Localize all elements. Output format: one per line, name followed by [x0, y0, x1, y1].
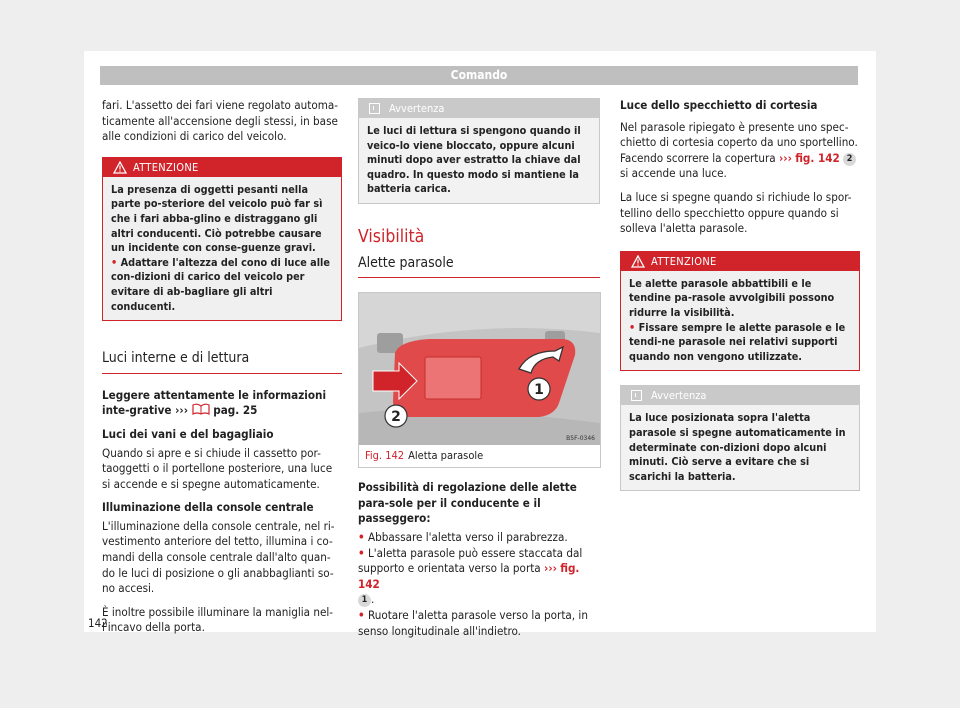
heading-regolazione: Possibilità di regolazione delle alette para-sole per il conducente e il passeggero:	[358, 480, 577, 526]
note-text: La luce posizionata sopra l'aletta parasole si spegne automaticamente in determinate con-dizioni dopo alcuni minuti. Ciò serve a evitare che si scarichi la batteria.	[621, 405, 859, 490]
attention-body	[103, 177, 341, 320]
attention-box	[102, 157, 342, 321]
attention-box-2	[620, 251, 860, 372]
chapter-header: Comando	[100, 66, 858, 85]
figure-142	[358, 292, 601, 468]
heading-vani: Luci dei vani e del bagagliaio	[102, 426, 274, 441]
note-box	[358, 98, 600, 204]
paragraph-specchio-2: La luce si spegne quando si richiude lo spor-tellino dello specchietto oppure quando si solleva l'aletta parasole.	[620, 189, 852, 236]
bullet-2	[358, 546, 600, 608]
attention-bullet	[111, 256, 333, 314]
read-arrow: ›››	[175, 403, 189, 418]
figure-ref-link[interactable]: fig. 142	[358, 561, 580, 591]
note-label: Avvertenza	[389, 102, 445, 115]
bullet-2-text: L'aletta parasole può essere staccata dal supporto e orientata verso la porta	[358, 545, 583, 576]
bullet-icon: •	[358, 529, 365, 544]
section-title-visibilita: Visibilità	[358, 226, 425, 247]
warning-triangle-icon	[631, 255, 645, 268]
heading-specchio: Luce dello specchietto di cortesia	[620, 98, 818, 112]
attention-body	[621, 271, 859, 371]
bullet-3	[358, 608, 600, 639]
callout-badge-1: 1	[358, 594, 371, 607]
paragraph-vani: Quando si apre e si chiude il cassetto por-taoggetti o il portellone posteriore, una luce si accende e si spegne automaticamente.	[102, 445, 333, 491]
attention-bullet	[629, 321, 851, 365]
sun-visor-drawing	[359, 293, 600, 445]
bullet-icon: •	[629, 320, 636, 334]
read-note-text: Leggere attentamente le informazioni inte-grative	[102, 387, 327, 418]
attention-text: La presenza di oggetti pesanti nella parte po-steriore del veicolo può far sì che i fari abba-glino e distraggano gli altri conducenti. Ciò potrebbe causare un incidente con conse-guenze gravi.	[111, 182, 323, 255]
specchio-text: Nel parasole ripiegato è presente uno spec-chietto di cortesia coperto da uno sportellino. Facendo scorrere la copertura	[620, 119, 858, 165]
book-icon	[192, 403, 210, 415]
intro-paragraph: fari. L'assetto dei fari viene regolato automa-ticamente all'accensione degli stessi, in base alle condizioni di carico del veicolo.	[102, 98, 339, 144]
bullet-icon: •	[111, 255, 118, 269]
callout-1: 1	[534, 382, 544, 399]
note-box-2	[620, 385, 860, 491]
page-number: 142	[88, 616, 108, 630]
column-1	[102, 98, 342, 644]
note-label: Avvertenza	[651, 389, 707, 403]
attention-label: ATTENZIONE	[133, 160, 199, 174]
specchio-text-end: si accende una luce.	[620, 166, 727, 181]
section-title-luci: Luci interne e di lettura	[102, 351, 342, 374]
figure-caption	[359, 445, 600, 467]
note-text: Le luci di lettura si spengono quando il veico-lo viene bloccato, oppure alcuni minuti dopo aver estratto la chiave dal quadro. In questo modo si mantiene la batteria carica.	[359, 118, 599, 203]
sun-visor-illustration	[359, 293, 600, 445]
read-note	[102, 388, 342, 419]
column-2	[358, 98, 600, 639]
info-note-icon	[369, 103, 380, 114]
attention-label: ATTENZIONE	[651, 254, 717, 268]
bullet-1-text: Abbassare l'aletta verso il parabrezza.	[367, 529, 568, 544]
attention-bullet-text: Fissare sempre le alette parasole e le tendi-ne parasole nei relativi supporti quando non vengono utilizzate.	[629, 320, 846, 363]
info-note-icon	[631, 390, 642, 401]
callout-badge-2: 2	[843, 153, 856, 166]
figure-code: B5F-0346	[566, 435, 595, 443]
figure-caption-text: Aletta parasole	[408, 449, 484, 463]
read-page-link[interactable]: pag. 25	[213, 403, 258, 418]
warning-triangle-icon	[113, 161, 127, 174]
paragraph-console: L'illuminazione della console centrale, nel ri-vestimento anteriore del tetto, illumina i co-mandi della console centrale dall'alto quan-do le luci di posizione o gli anabbaglianti so-no accesi.	[102, 518, 335, 596]
attention-header	[103, 158, 341, 177]
attention-bullet-text: Adattare l'altezza del cono di luce alle con-dizioni di carico del veicolo per evitare di ab-bagliare gli altri conducenti.	[111, 255, 330, 313]
ref-arrow: ›››	[544, 561, 557, 576]
attention-header	[621, 252, 859, 271]
bullet-2-end: .	[371, 592, 375, 607]
note-header	[359, 99, 599, 118]
note-header	[621, 386, 859, 405]
bullet-1	[358, 530, 600, 546]
attention-text: Le alette parasole abbattibili e le tendine pa-rasole avvolgibili possono ridurre la visibilità.	[629, 276, 835, 319]
bullet-icon: •	[358, 607, 365, 622]
bullet-3-text: Ruotare l'aletta parasole verso la porta, in senso longitudinale all'indietro.	[358, 607, 588, 638]
figure-label: Fig. 142	[365, 449, 405, 463]
heading-console: Illuminazione della console centrale	[102, 500, 314, 515]
bullet-icon: •	[358, 545, 365, 560]
subsection-title-alette: Alette parasole	[358, 256, 600, 279]
ref-arrow: ›››	[778, 150, 792, 165]
callout-2: 2	[391, 409, 401, 426]
paragraph-maniglia: È inoltre possibile illuminare la maniglia nel-l'incavo della porta.	[102, 604, 334, 635]
column-3	[620, 98, 860, 499]
paragraph-specchio-1	[620, 120, 860, 182]
figure-ref-link[interactable]: fig. 142	[795, 150, 840, 165]
